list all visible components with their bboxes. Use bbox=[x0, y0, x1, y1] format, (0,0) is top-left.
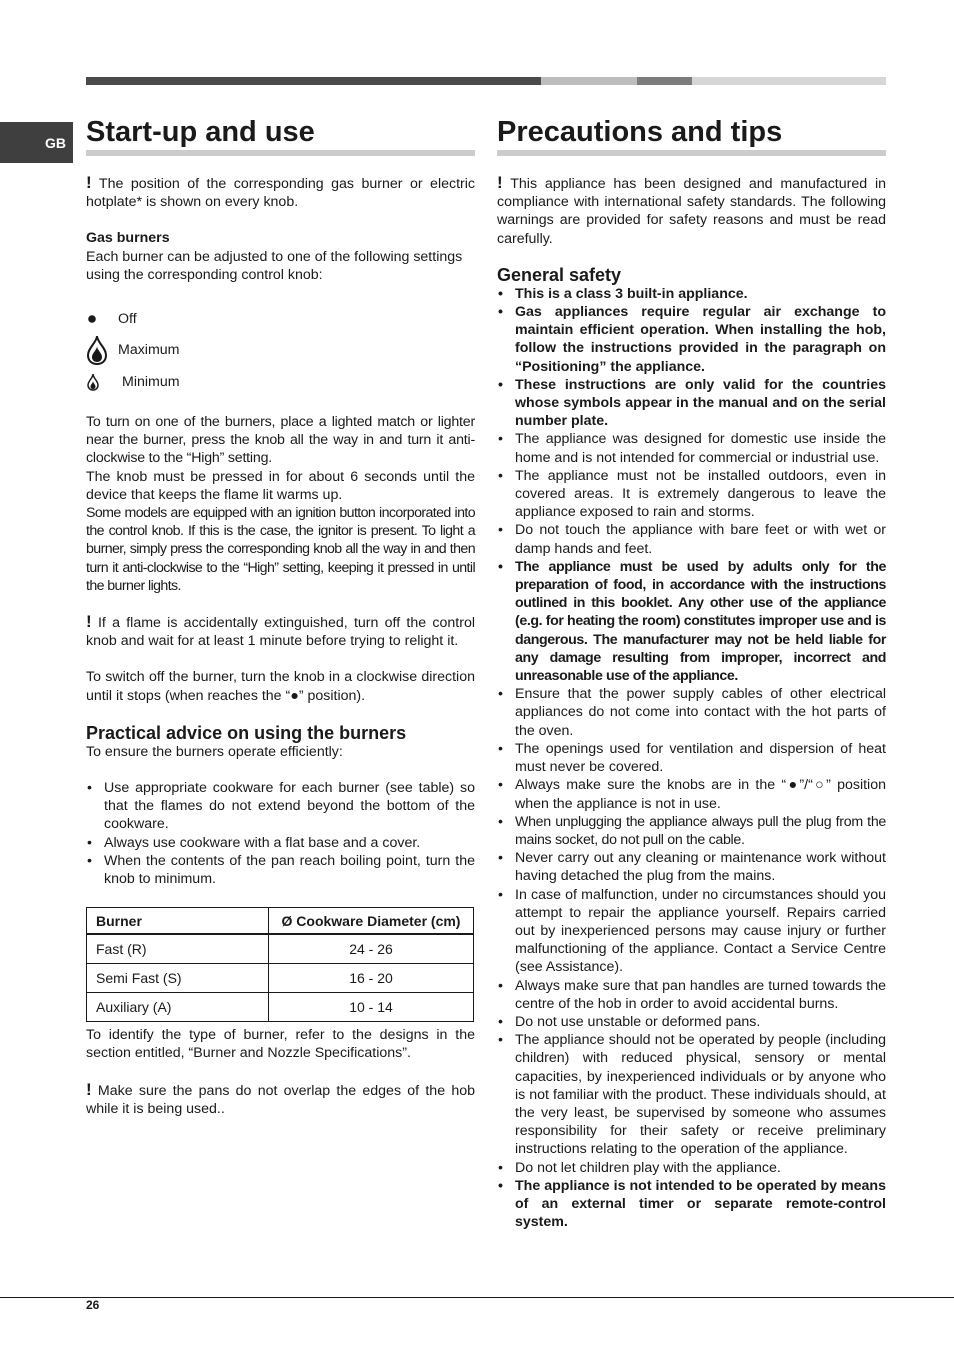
list-item: • Use appropriate cookware for each burner (see table) so that the flames do not extend beyond the bottom of the cookware. bbox=[86, 779, 475, 834]
setting-label: Maximum bbox=[118, 341, 180, 358]
turn-on-text: Some models are equipped with an ignition button incorporated into the control knob. If this is the case, the ignitor is present. To light a burner, simply press the corresponding knob all the way in and then turn it anti-clockwise to the “High” setting, keeping it pressed in until the burner lights. bbox=[86, 505, 475, 594]
list-item: • Do not touch the appliance with bare feet or with wet or damp hands and feet. bbox=[497, 521, 886, 557]
exclamation-icon: ! bbox=[497, 173, 503, 192]
intro-text: This appliance has been designed and manufactured in compliance with international safety standards. The following warnings are provided for safety reasons and must be read carefully. bbox=[497, 176, 886, 247]
page-number: 26 bbox=[86, 1298, 100, 1312]
list-item: • Do not use unstable or deformed pans. bbox=[497, 1013, 886, 1031]
pans-warning bbox=[86, 1081, 475, 1118]
section-title: Start-up and use bbox=[86, 114, 475, 156]
small-flame-icon bbox=[86, 373, 110, 391]
exclamation-icon: ! bbox=[86, 173, 92, 192]
precautions-column bbox=[497, 114, 886, 1231]
language-tab: GB bbox=[0, 122, 73, 163]
list-item: • The appliance must be used by adults only for the preparation of food, in accordance with the instructions outlined in this booklet. Any other use of the appliance (e.g. for heating the room) constitutes improper use and is dangerous. The manufacturer may not be held liable for any damage resulting from improper, incorrect and unreasonable use of the appliance. bbox=[497, 558, 886, 685]
setting-label: Minimum bbox=[122, 373, 180, 390]
pans-warning-text: Make sure the pans do not overlap the edges of the hob while it is being used.. bbox=[86, 1082, 475, 1117]
list-item: • Never carry out any cleaning or maintenance work without having detached the plug from the mains. bbox=[497, 849, 886, 885]
list-item: • The appliance is not intended to be operated by means of an external timer or separate remote-control system. bbox=[497, 1177, 886, 1232]
setting-maximum bbox=[86, 330, 475, 370]
list-item: • The appliance must not be installed outdoors, even in covered areas. It is extremely dangerous to leave the appliance exposed to rain and storms. bbox=[497, 467, 886, 522]
list-item: • Always make sure the knobs are in the “●”/“○” position when the appliance is not in use. bbox=[497, 776, 886, 812]
gas-burners-text: Each burner can be adjusted to one of the following settings using the corresponding control knob: bbox=[86, 248, 463, 283]
list-item: • The openings used for ventilation and dispersion of heat must never be covered. bbox=[497, 740, 886, 776]
list-item: • In case of malfunction, under no circumstances should you attempt to repair the appliance yourself. Repairs carried out by inexperienced persons may cause injury or further malfunctioning of the appliance. Contact a Service Centre (see Assistance). bbox=[497, 886, 886, 977]
header-bar-segment bbox=[541, 77, 637, 85]
exclamation-icon: ! bbox=[86, 1079, 92, 1099]
setting-off bbox=[86, 308, 475, 330]
intro-text: The position of the corresponding gas burner or electric hotplate* is shown on every knob. bbox=[86, 176, 475, 211]
setting-minimum bbox=[86, 370, 475, 394]
advice-intro: To ensure the burners operate efficiently: bbox=[86, 743, 343, 760]
gas-burners-heading: Gas burners bbox=[86, 230, 170, 247]
list-item: • The appliance should not be operated by people (including children) with reduced physical, sensory or mental capacities, by inexperienced individuals or by anyone who is not familiar with the product. These individuals should, at the very least, be supervised by someone who assumes responsibility for their safety or receive preliminary instructions relating to the operation of the appliance. bbox=[497, 1031, 886, 1158]
filled-circle-icon bbox=[86, 314, 110, 324]
flame-warning bbox=[86, 613, 475, 650]
header-bar-segment bbox=[637, 77, 692, 85]
table-cell: Fast (R) bbox=[87, 934, 269, 964]
header-color-bar bbox=[86, 77, 886, 85]
table-cell: 10 - 14 bbox=[269, 993, 474, 1022]
cookware-table bbox=[86, 907, 474, 1022]
table-cell: 16 - 20 bbox=[269, 964, 474, 993]
general-safety-heading: General safety bbox=[497, 264, 622, 285]
list-item: • When unplugging the appliance always pull the plug from the mains socket, do not pull on the cable. bbox=[497, 813, 886, 849]
switch-off-text: To switch off the burner, turn the knob in a clockwise direction until it stops (when reaches the “●” position). bbox=[86, 669, 475, 704]
table-header: Ø Cookware Diameter (cm) bbox=[269, 908, 474, 935]
intro-paragraph bbox=[86, 174, 475, 211]
list-item: • Always make sure that pan handles are turned towards the centre of the hob in order to avoid accidental burns. bbox=[497, 977, 886, 1013]
table-cell: 24 - 26 bbox=[269, 934, 474, 964]
start-up-column bbox=[86, 114, 475, 1118]
list-item: • Do not let children play with the appliance. bbox=[497, 1159, 886, 1177]
list-item: • These instructions are only valid for the countries whose symbols appear in the manual and on the serial number plate. bbox=[497, 376, 886, 431]
table-row bbox=[87, 964, 474, 993]
table-cell: Semi Fast (S) bbox=[87, 964, 269, 993]
list-item: • Ensure that the power supply cables of other electrical appliances do not come into contact with the hot parts of the oven. bbox=[497, 685, 886, 740]
advice-list bbox=[86, 779, 475, 888]
header-bar-segment bbox=[86, 77, 541, 85]
table-cell: Auxiliary (A) bbox=[87, 993, 269, 1022]
list-item: • This is a class 3 built-in appliance. bbox=[497, 285, 886, 303]
identify-text: To identify the type of burner, refer to the designs in the section entitled, “Burner and Nozzle Specifications”. bbox=[86, 1027, 475, 1062]
intro-paragraph bbox=[497, 174, 886, 248]
section-title: Precautions and tips bbox=[497, 114, 886, 156]
turn-on-text: To turn on one of the burners, place a lighted match or lighter near the burner, press the knob all the way in and turn it anti-clockwise to the “High” setting. bbox=[86, 414, 475, 467]
advice-heading: Practical advice on using the burners bbox=[86, 722, 407, 743]
list-item: • The appliance was designed for domestic use inside the home and is not intended for commercial or industrial use. bbox=[497, 430, 886, 466]
list-item: • When the contents of the pan reach boiling point, turn the knob to minimum. bbox=[86, 852, 475, 888]
flame-warning-text: If a flame is accidentally extinguished, turn off the control knob and wait for at least 1 minute before trying to relight it. bbox=[86, 615, 475, 650]
list-item: • Gas appliances require regular air exchange to maintain efficient operation. When installing the hob, follow the instructions provided in the paragraph on “Positioning” the appliance. bbox=[497, 303, 886, 376]
table-row bbox=[87, 934, 474, 964]
footer-rule bbox=[0, 1297, 954, 1298]
table-header-row bbox=[87, 908, 474, 935]
header-bar-segment bbox=[692, 77, 886, 85]
safety-list bbox=[497, 285, 886, 1232]
large-flame-icon bbox=[86, 335, 110, 365]
list-item: • Always use cookware with a flat base and a cover. bbox=[86, 834, 475, 852]
table-row bbox=[87, 993, 474, 1022]
table-header: Burner bbox=[87, 908, 269, 935]
exclamation-icon: ! bbox=[86, 612, 92, 632]
setting-label: Off bbox=[118, 310, 137, 327]
turn-on-text: The knob must be pressed in for about 6 seconds until the device that keeps the flame lit warms up. bbox=[86, 468, 475, 503]
